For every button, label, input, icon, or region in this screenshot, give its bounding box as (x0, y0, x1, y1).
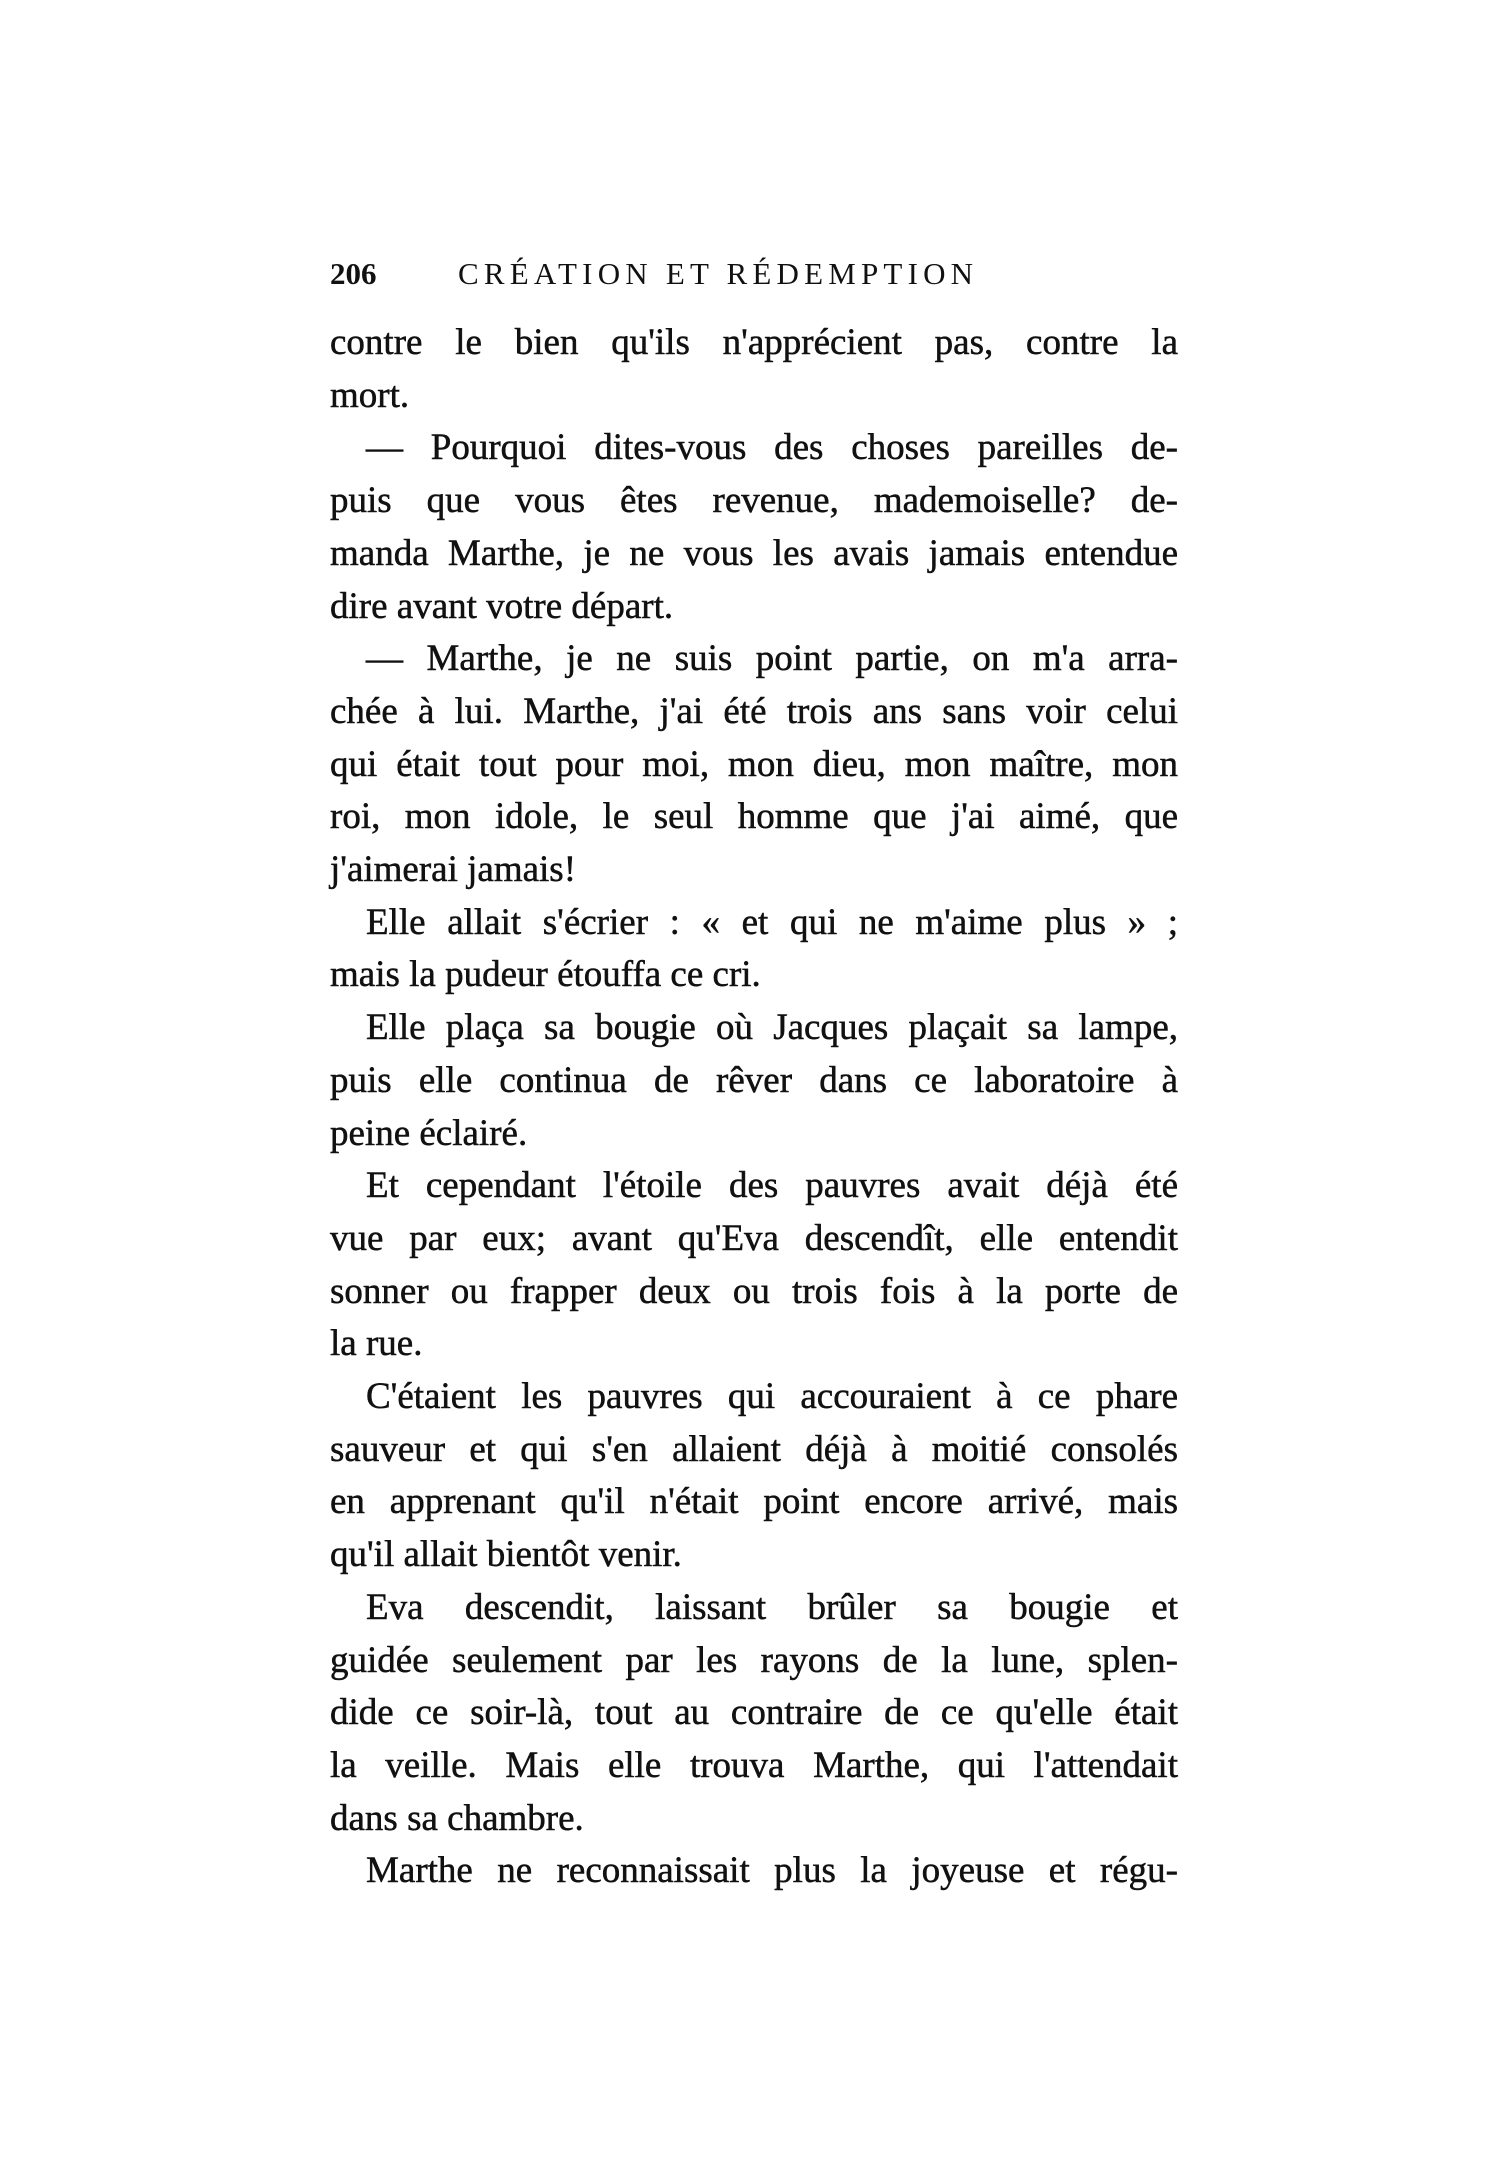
text-line: en apprenant qu'il n'était point encore arrivé, mais (330, 1481, 1178, 1523)
text-line: dans sa chambre. (330, 1797, 584, 1839)
text-line: puis que vous êtes revenue, mademoiselle? de- (330, 480, 1178, 522)
text-line: sonner ou frapper deux ou trois fois à la porte de (330, 1270, 1178, 1312)
text-line: C'étaient les pauvres qui accouraient à ce phare (366, 1376, 1178, 1417)
text-line: mais la pudeur étouffa ce cri. (330, 954, 761, 996)
text-line: manda Marthe, je ne vous les avais jamais entendue (330, 532, 1178, 574)
text-line: qu'il allait bientôt venir. (330, 1534, 682, 1576)
text-line: la rue. (330, 1323, 423, 1365)
text-line: chée à lui. Marthe, j'ai été trois ans sans voir celui (330, 690, 1178, 732)
text-line: vue par eux; avant qu'Eva descendît, elle entendit (330, 1217, 1178, 1259)
text-line: Marthe ne reconnaissait plus la joyeuse et régu- (366, 1850, 1178, 1892)
text-line: Elle allait s'écrier : « et qui ne m'aime plus » ; (366, 901, 1178, 943)
text-line: peine éclairé. (330, 1112, 528, 1154)
text-line: la veille. Mais elle trouva Marthe, qui l'attendait (330, 1744, 1178, 1786)
text-line: guidée seulement par les rayons de la lune, splen- (330, 1639, 1178, 1681)
text-line: puis elle continua de rêver dans ce laboratoire à (330, 1059, 1178, 1101)
running-title: CRÉATION ET RÉDEMPTION (458, 256, 979, 291)
text-line: roi, mon idole, le seul homme que j'ai aimé, que (330, 796, 1178, 838)
text-line: qui était tout pour moi, mon dieu, mon maître, mon (330, 743, 1178, 785)
text-line: — Pourquoi dites-vous des choses pareilles de- (366, 427, 1178, 469)
text-line: contre le bien qu'ils n'apprécient pas, contre la (330, 322, 1178, 363)
text-line: Et cependant l'étoile des pauvres avait déjà été (366, 1165, 1178, 1207)
text-line: j'aimerai jamais! (330, 849, 577, 890)
text-line: — Marthe, je ne suis point partie, on m'a arra- (366, 638, 1178, 680)
page-number: 206 (330, 256, 377, 291)
text-line: Elle plaça sa bougie où Jacques plaçait sa lampe, (366, 1007, 1178, 1049)
text-line: dide ce soir-là, tout au contraire de ce qu'elle était (330, 1692, 1178, 1734)
text-line: Eva descendit, laissant brûler sa bougie et (366, 1586, 1178, 1628)
text-line: mort. (330, 374, 410, 416)
text-line: sauveur et qui s'en allaient déjà à moitié consolés (330, 1428, 1178, 1470)
text-line: dire avant votre départ. (330, 585, 674, 627)
